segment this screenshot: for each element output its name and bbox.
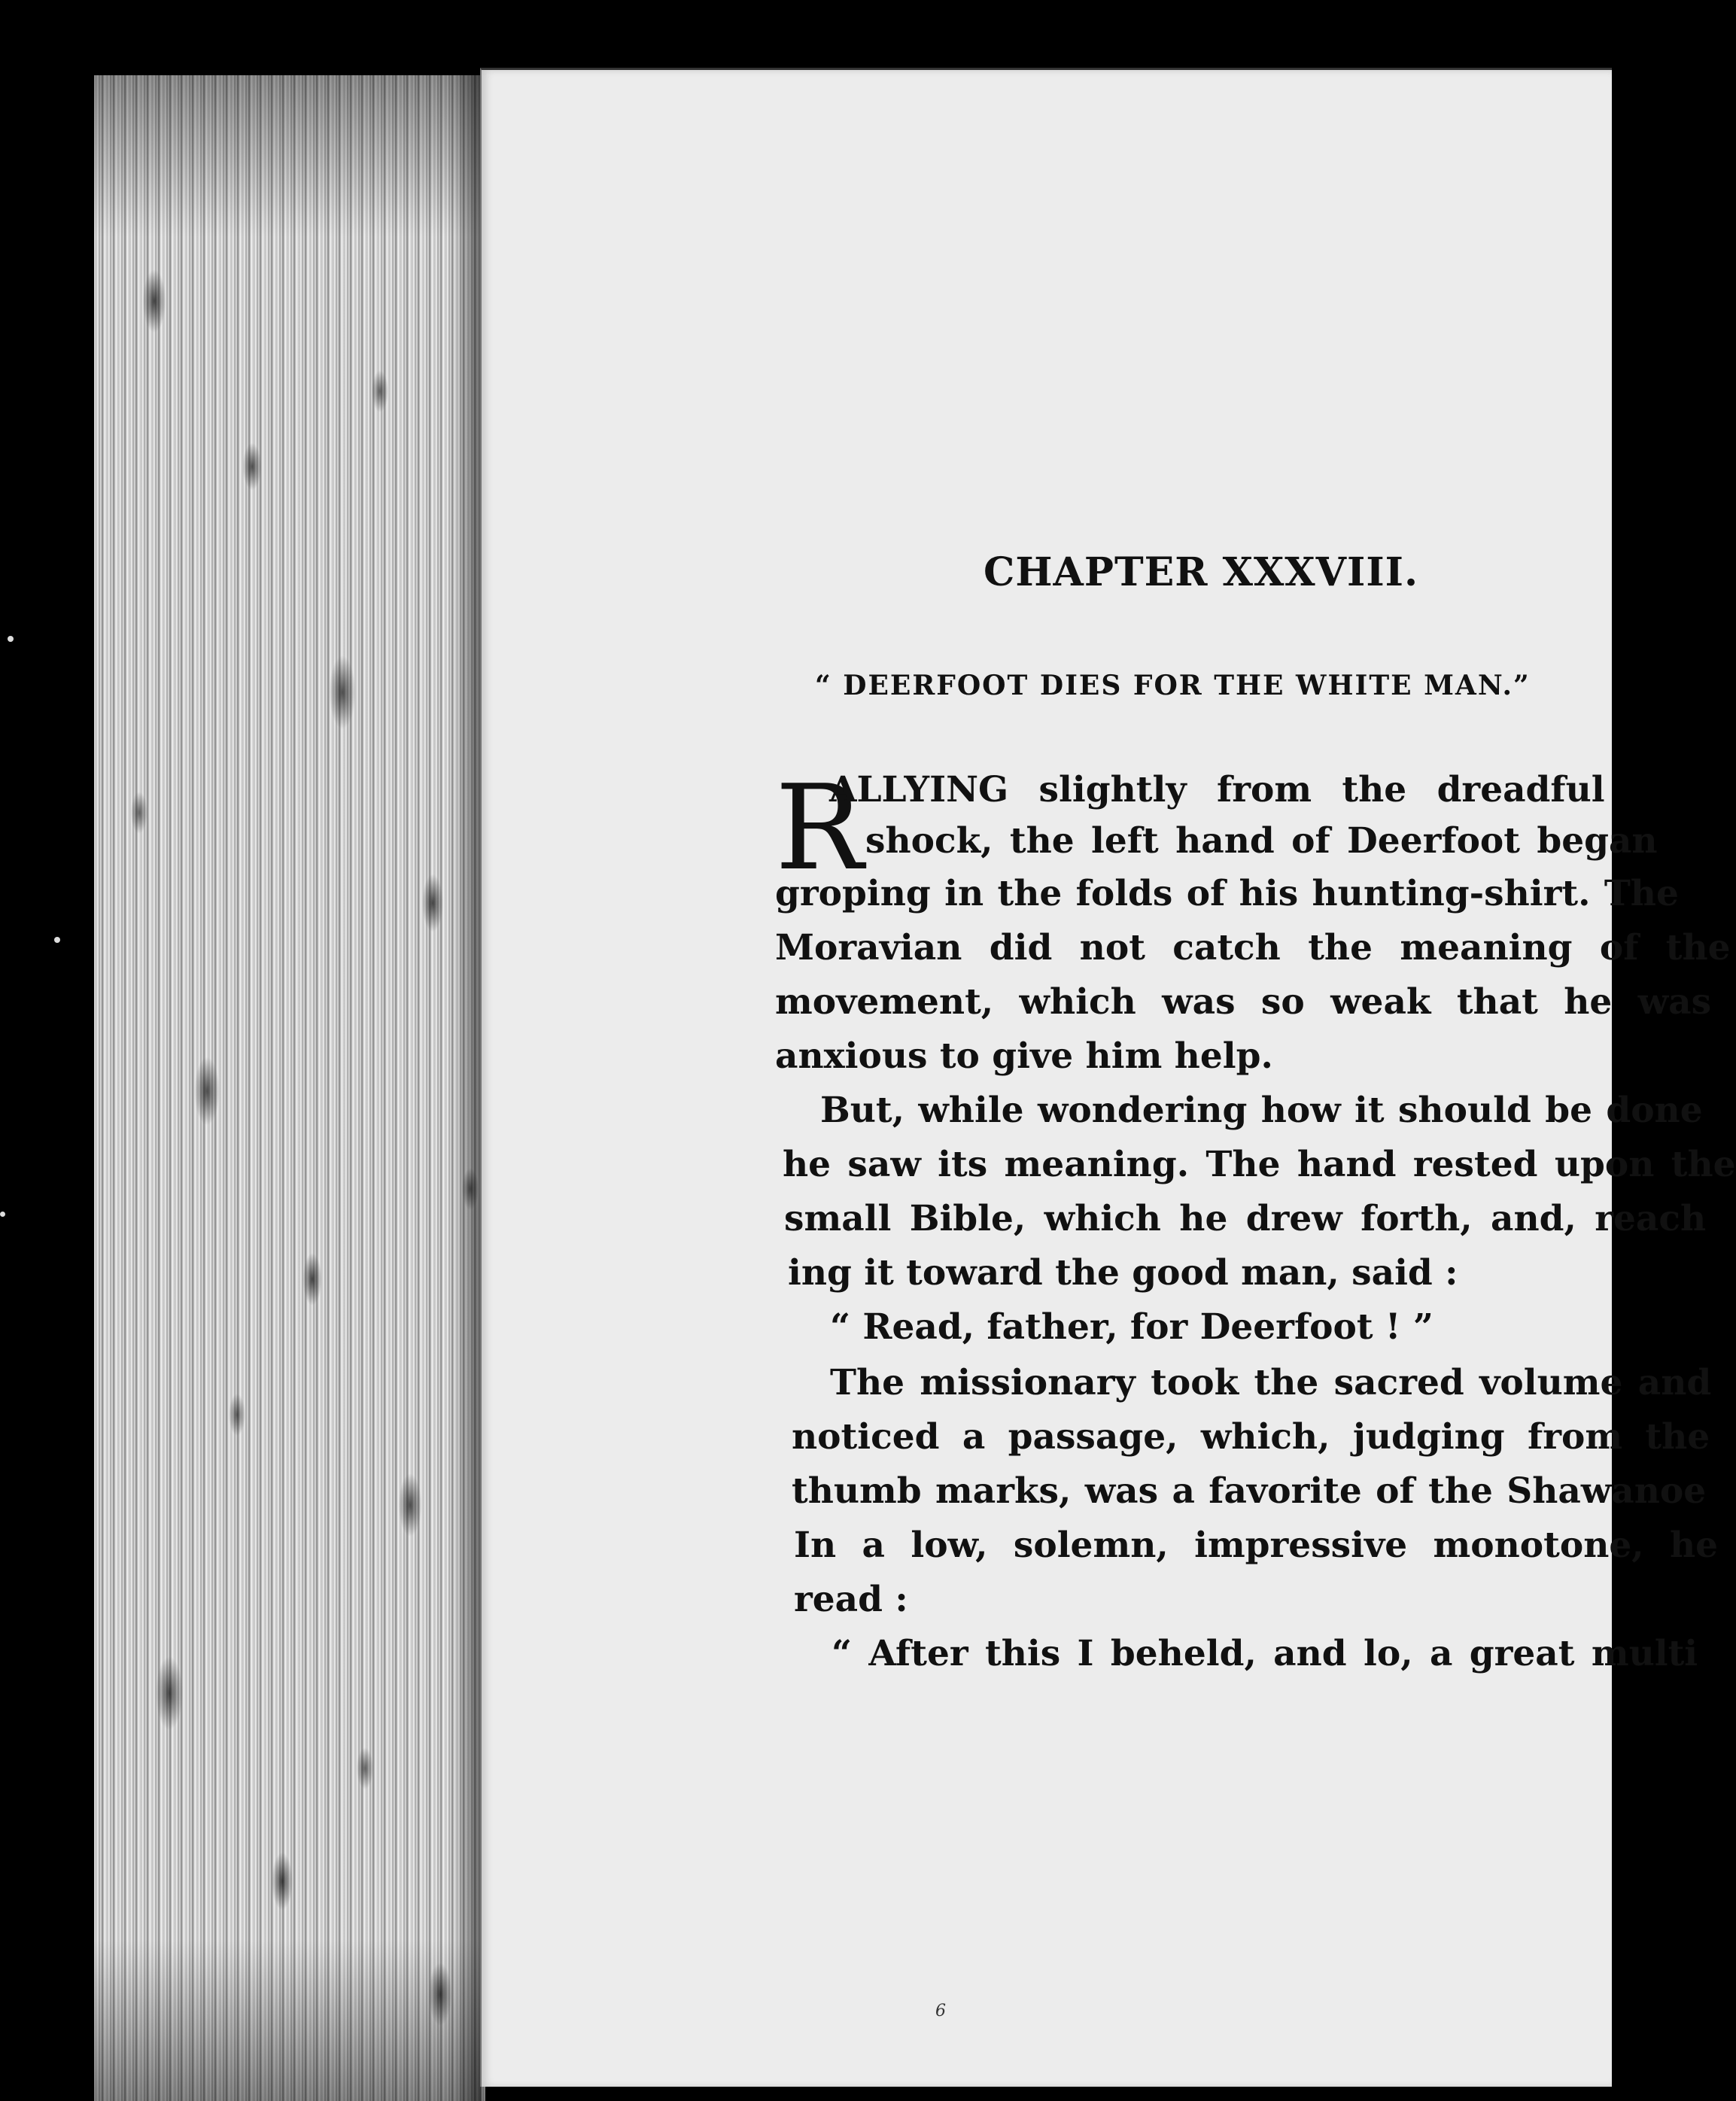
text-line: anxious to give him help. [775,1035,1273,1077]
scan-speck [0,1212,5,1217]
text-line: Moravian did not catch the meaning of the [775,927,1731,968]
text-line: “ Read, father, for Deerfoot ! ” [830,1306,1433,1348]
text-line: he saw its meaning. The hand rested upon the [783,1144,1736,1185]
text-line: ALLYING slightly from the dreadful [829,769,1605,810]
text-line: shock, the left hand of Deerfoot began [865,820,1658,862]
book-page [480,68,1612,2087]
text-line: thumb marks, was a favorite of the Shawanoe [792,1470,1707,1512]
scan-speck [54,937,60,943]
text-line: read : [794,1579,908,1620]
drop-cap: R [775,759,864,896]
text-line: groping in the folds of his hunting-shirt. The [775,873,1679,914]
chapter-title: CHAPTER XXXVIII. [984,549,1419,595]
text-line: In a low, solemn, impressive monotone, he [794,1525,1719,1566]
text-line: “ After this I beheld, and lo, a great multi [832,1633,1698,1674]
text-line: movement, which was so weak that he was [775,981,1712,1023]
chapter-subtitle: “ DEERFOOT DIES FOR THE WHITE MAN.” [815,670,1531,701]
text-line: But, while wondering how it should be done [820,1090,1703,1131]
book-page-edges [94,75,485,2101]
text-line: small Bible, which he drew forth, and, reach [784,1198,1707,1239]
text-line: The missionary took the sacred volume and [830,1362,1712,1403]
text-line: noticed a passage, which, judging from the [792,1416,1710,1458]
gutter-shadow [451,75,482,2101]
page-folio: 6 [935,2002,946,2020]
text-line: ing it toward the good man, said : [788,1252,1458,1294]
scan-speck [8,636,14,642]
